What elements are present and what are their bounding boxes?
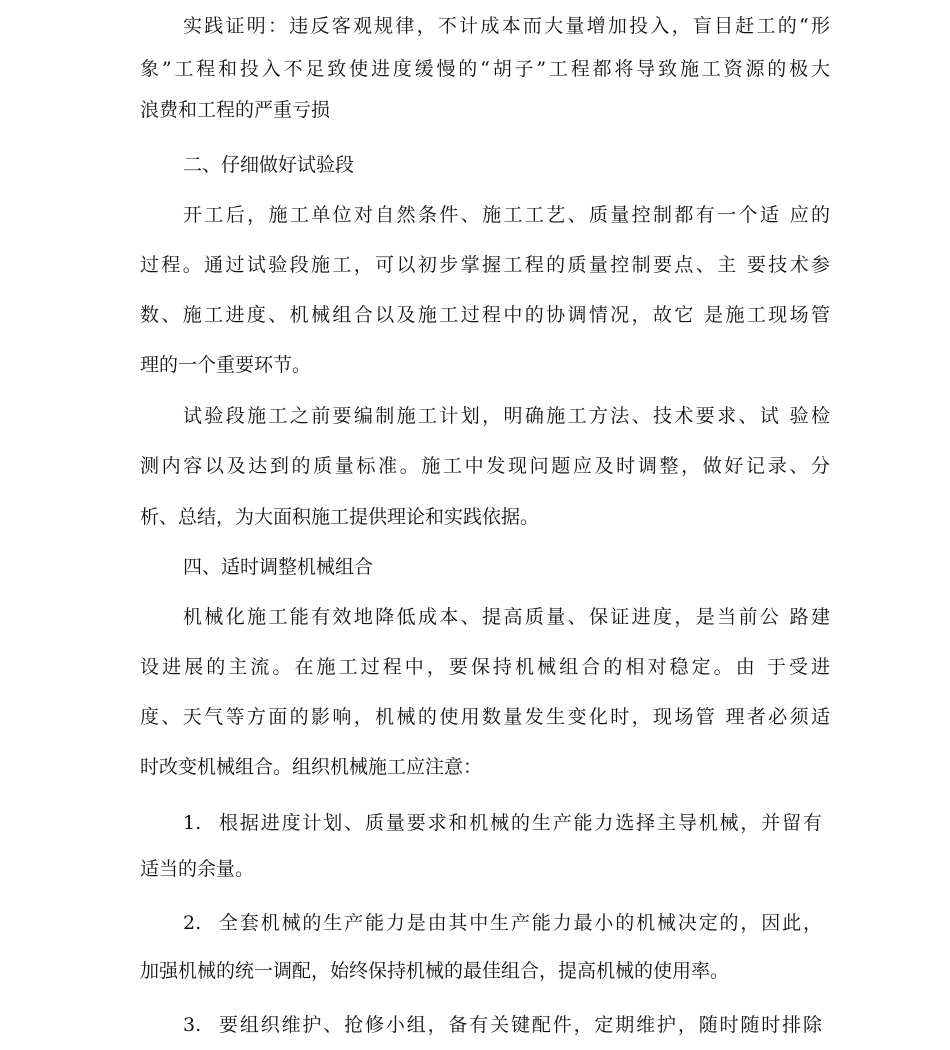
paragraph-line: 浪费和工程的严重亏损 — [140, 99, 331, 121]
paragraph-line: 测内容以及达到的质量标准。施工中发现问题应及时调整，做好记录、分 — [140, 455, 830, 477]
list-item-text: 要组织维护、抢修小组，备有关键配件，定期维护，随时随时排除 — [219, 1014, 822, 1036]
paragraph-line: 时改变机械组合。组织机械施工应注意： — [140, 756, 483, 778]
section-heading: 二、仔细做好试验段 — [183, 154, 355, 176]
paragraph-line: 试验段施工之前要编制施工计划，明确施工方法、技术要求、试 验检 — [183, 405, 830, 427]
paragraph-line: 设进展的主流。在施工过程中，要保持机械组合的相对稳定。由 于受进 — [140, 656, 830, 678]
list-item-number: 3. — [183, 1014, 202, 1036]
list-item — [183, 911, 822, 935]
section-heading: 四、适时调整机械组合 — [183, 556, 374, 578]
list-item-number: 2. — [183, 912, 202, 934]
list-item-continuation: 适当的余量。 — [140, 858, 255, 880]
list-item-number: 1. — [183, 812, 202, 834]
paragraph-line: 实践证明：违反客观规律，不计成本而大量增加投入，盲目赶工的“形 — [183, 15, 830, 37]
list-item — [183, 1013, 822, 1037]
list-item — [183, 811, 822, 835]
list-item-text: 全套机械的生产能力是由其中生产能力最小的机械决定的，因此， — [219, 912, 822, 934]
paragraph-line: 开工后，施工单位对自然条件、施工工艺、质量控制都有一个适 应的 — [183, 204, 830, 226]
paragraph-line: 数、施工进度、机械组合以及施工过程中的协调情况，故它 是施工现场管 — [140, 304, 830, 326]
paragraph-line: 过程。通过试验段施工，可以初步掌握工程的质量控制要点、主 要技术参 — [140, 254, 830, 276]
list-item-continuation: 加强机械的统一调配，始终保持机械的最佳组合，提高机械的使用率。 — [140, 960, 730, 982]
paragraph-line: 机械化施工能有效地降低成本、提高质量、保证进度，是当前公 路建 — [183, 606, 830, 628]
paragraph-line: 象”工程和投入不足致使进度缓慢的“胡子”工程都将导致施工资源的极大 — [140, 58, 830, 80]
list-item-text: 根据进度计划、质量要求和机械的生产能力选择主导机械，并留有 — [219, 812, 822, 834]
paragraph-line: 析、总结，为大面积施工提供理论和实践依据。 — [140, 506, 540, 528]
paragraph-line: 度、天气等方面的影响，机械的使用数量发生变化时，现场管 理者必须适 — [140, 706, 830, 728]
paragraph-line: 理的一个重要环节。 — [140, 354, 312, 376]
